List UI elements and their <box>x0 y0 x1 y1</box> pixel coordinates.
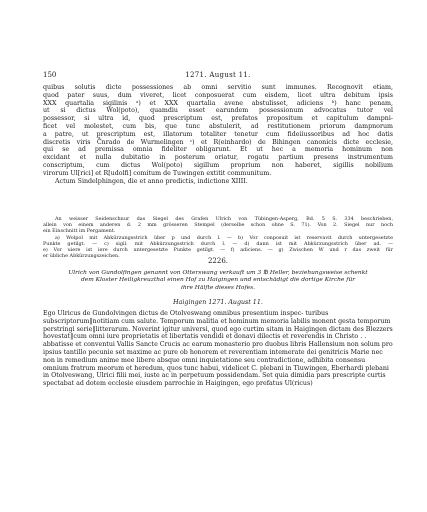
text-line: Ulrici filii mei, iuste ac in perpetuum possidendam. Set quia dimidia pars prescripte <box>96 372 366 380</box>
seal-note <box>43 216 393 234</box>
charter-text-continuation <box>43 84 393 185</box>
text-line: turibus subscriptorum‖notitiam cum salute. Temporum malitia et hominum memoria <box>43 310 329 325</box>
text-line: non solum pro ipsius tantillo pecunie set maxime ac pure ob honorem et reverentiam <box>43 341 393 356</box>
text-line: qui se ad premissa omnia fideliter obligarunt. Et ut hec a memoria hominum non <box>43 146 393 154</box>
text-line: quod pater suus, dum viveret, licet conposuerat cum eisdem, licet ultra debitum ipsis <box>43 91 393 99</box>
note-line: An weisser Seidenschnur das Siegel des Grafen Ulrich von Tübingen-Asperg, Bd. 5 S. 334 beschrieben, <box>55 216 393 222</box>
footnote-line: Punkte getilgt. — c) sigil. mit Abkürzungsstrich durch l. — d) dann ist mit Abkürzungsstrich über ad. — <box>43 241 393 247</box>
text-line: Ego Ulricus de Gundolvingen dictus de Otolveswang omnibus presentium inspec- <box>43 310 304 317</box>
regest-line: dem Kloster Heiligkreuzthal einen Hof zu Haigingen und entschädigt die dortige Kirche für <box>80 277 356 284</box>
text-line: et conventui Vallis Sancte Crucis ac earum monasterio pro duobus libris Hallensium <box>75 341 345 349</box>
text-line: quibus solutis dicte possessiones ab omni servitio sunt immunes. Recognovit etiam, <box>43 84 393 91</box>
text-line: a patre, ut prescriptum est, illatorum totaliter tenetur cum fideiiussoribus ad hoc datis <box>43 130 393 138</box>
note-line: allein von einem anderen d. 2 mm grösseren Stempel (derselbe schon ohne S. 71). Von 2. Siegel nur noch <box>43 222 393 228</box>
footnotes <box>43 235 393 259</box>
regest-line: ihre Hälfte dieses Hofes. <box>180 284 256 291</box>
text-line: quod ego curtim sitam in Haigingen dictam des Blezzers hovestat‖cum omni iure <box>43 325 393 341</box>
text-line: intemerate dei genitricis Marie nec non in remedium anime mee libere absque omni <box>43 348 383 364</box>
actum-line: Actum Sindelphingen, die et anno predictis, indictione XIIII. <box>55 177 248 185</box>
text-line: virorum Ul[rici] et R[udolfi] comitum de Tuwingen extitit communitum. <box>43 169 272 177</box>
text-line: discretis viris C̊nrado de Wurmelingen ᶜ) et R(einhardo) de Bihingen canonicis dicte ecclesie, <box>43 138 393 146</box>
document-number: 2226. <box>207 257 229 265</box>
footnote-line: er übliche Abkürzungszeichen. <box>43 253 120 259</box>
page-header <box>43 71 393 80</box>
text-line: quos tunc habui, videlicet C. plebani in Tiuwingen, Eberhardi plebani in Otolveswang, <box>43 364 389 380</box>
footnote-line: a) Wolpol mit Abkürzungsstrich über p und durch l. — b) Vor conposuit ist reservavit durch untergesetzte <box>55 235 393 241</box>
text-line: labilis monent gesta temporum perstringi serie‖litterarum. Noverint igitur universi, <box>43 317 391 333</box>
regest-summary <box>43 270 393 292</box>
footnote-line: e) Vor uiere ist iere durch untergesetzte Punkte getilgt. — f) adiciens. — g) Zwischen W und r das zweit für <box>43 247 393 253</box>
text-line: inquietatione seu contradictione, adhibita consensu omnium fratrum meorum et heredum, <box>43 356 366 372</box>
text-line: XXX quartalia sigilinis ᵃ) et XXX quartalia avene abstulisset, adiciens ᵇ) hanc penam, <box>43 99 393 107</box>
place-date-line: Haigingen 1271. August 11. <box>173 299 263 306</box>
regest-line: Ulrich von Gundolfingen genannt von Otterswang verkauft um 3 ℔ Heller, beziehungsweise schenkt <box>68 270 368 276</box>
running-head: 1271. August 11. <box>185 71 251 79</box>
text-line: excidant et nulla dubitatio in posterum oriatur, rogatu partium presens instrumentum <box>43 154 393 162</box>
text-line: possessor, si ultra id, quod prescriptum est, prefatos propositum et capitulum dampni- <box>43 115 393 123</box>
page-number: 150 <box>43 71 57 79</box>
charter-text <box>43 310 393 388</box>
text-line: proprietatis et libertatis vendidi et donavi dilectis et reverendis in Christo . . abbatisse <box>43 333 367 349</box>
text-line: conscriptum, cum dictus Wol(poto) sigillum proprium non haberet, sigillis nobilium <box>43 161 393 169</box>
note-line: ein Einschnitt im Pergament. <box>43 228 116 234</box>
text-line: curtis spectabat ad dotem ecclesie eiusdem parrochie in Haigingen, ego prefatus Ul(ricus) <box>43 372 386 388</box>
text-line: ut si dictus Wol(poto), quamdiu esset earundem possessionum advocatus tutor vel <box>43 107 393 115</box>
text-line: ficet vel molestet, cum bis, que tunc abstulerit, ad restitutionem priorum dampnorum <box>43 122 393 130</box>
